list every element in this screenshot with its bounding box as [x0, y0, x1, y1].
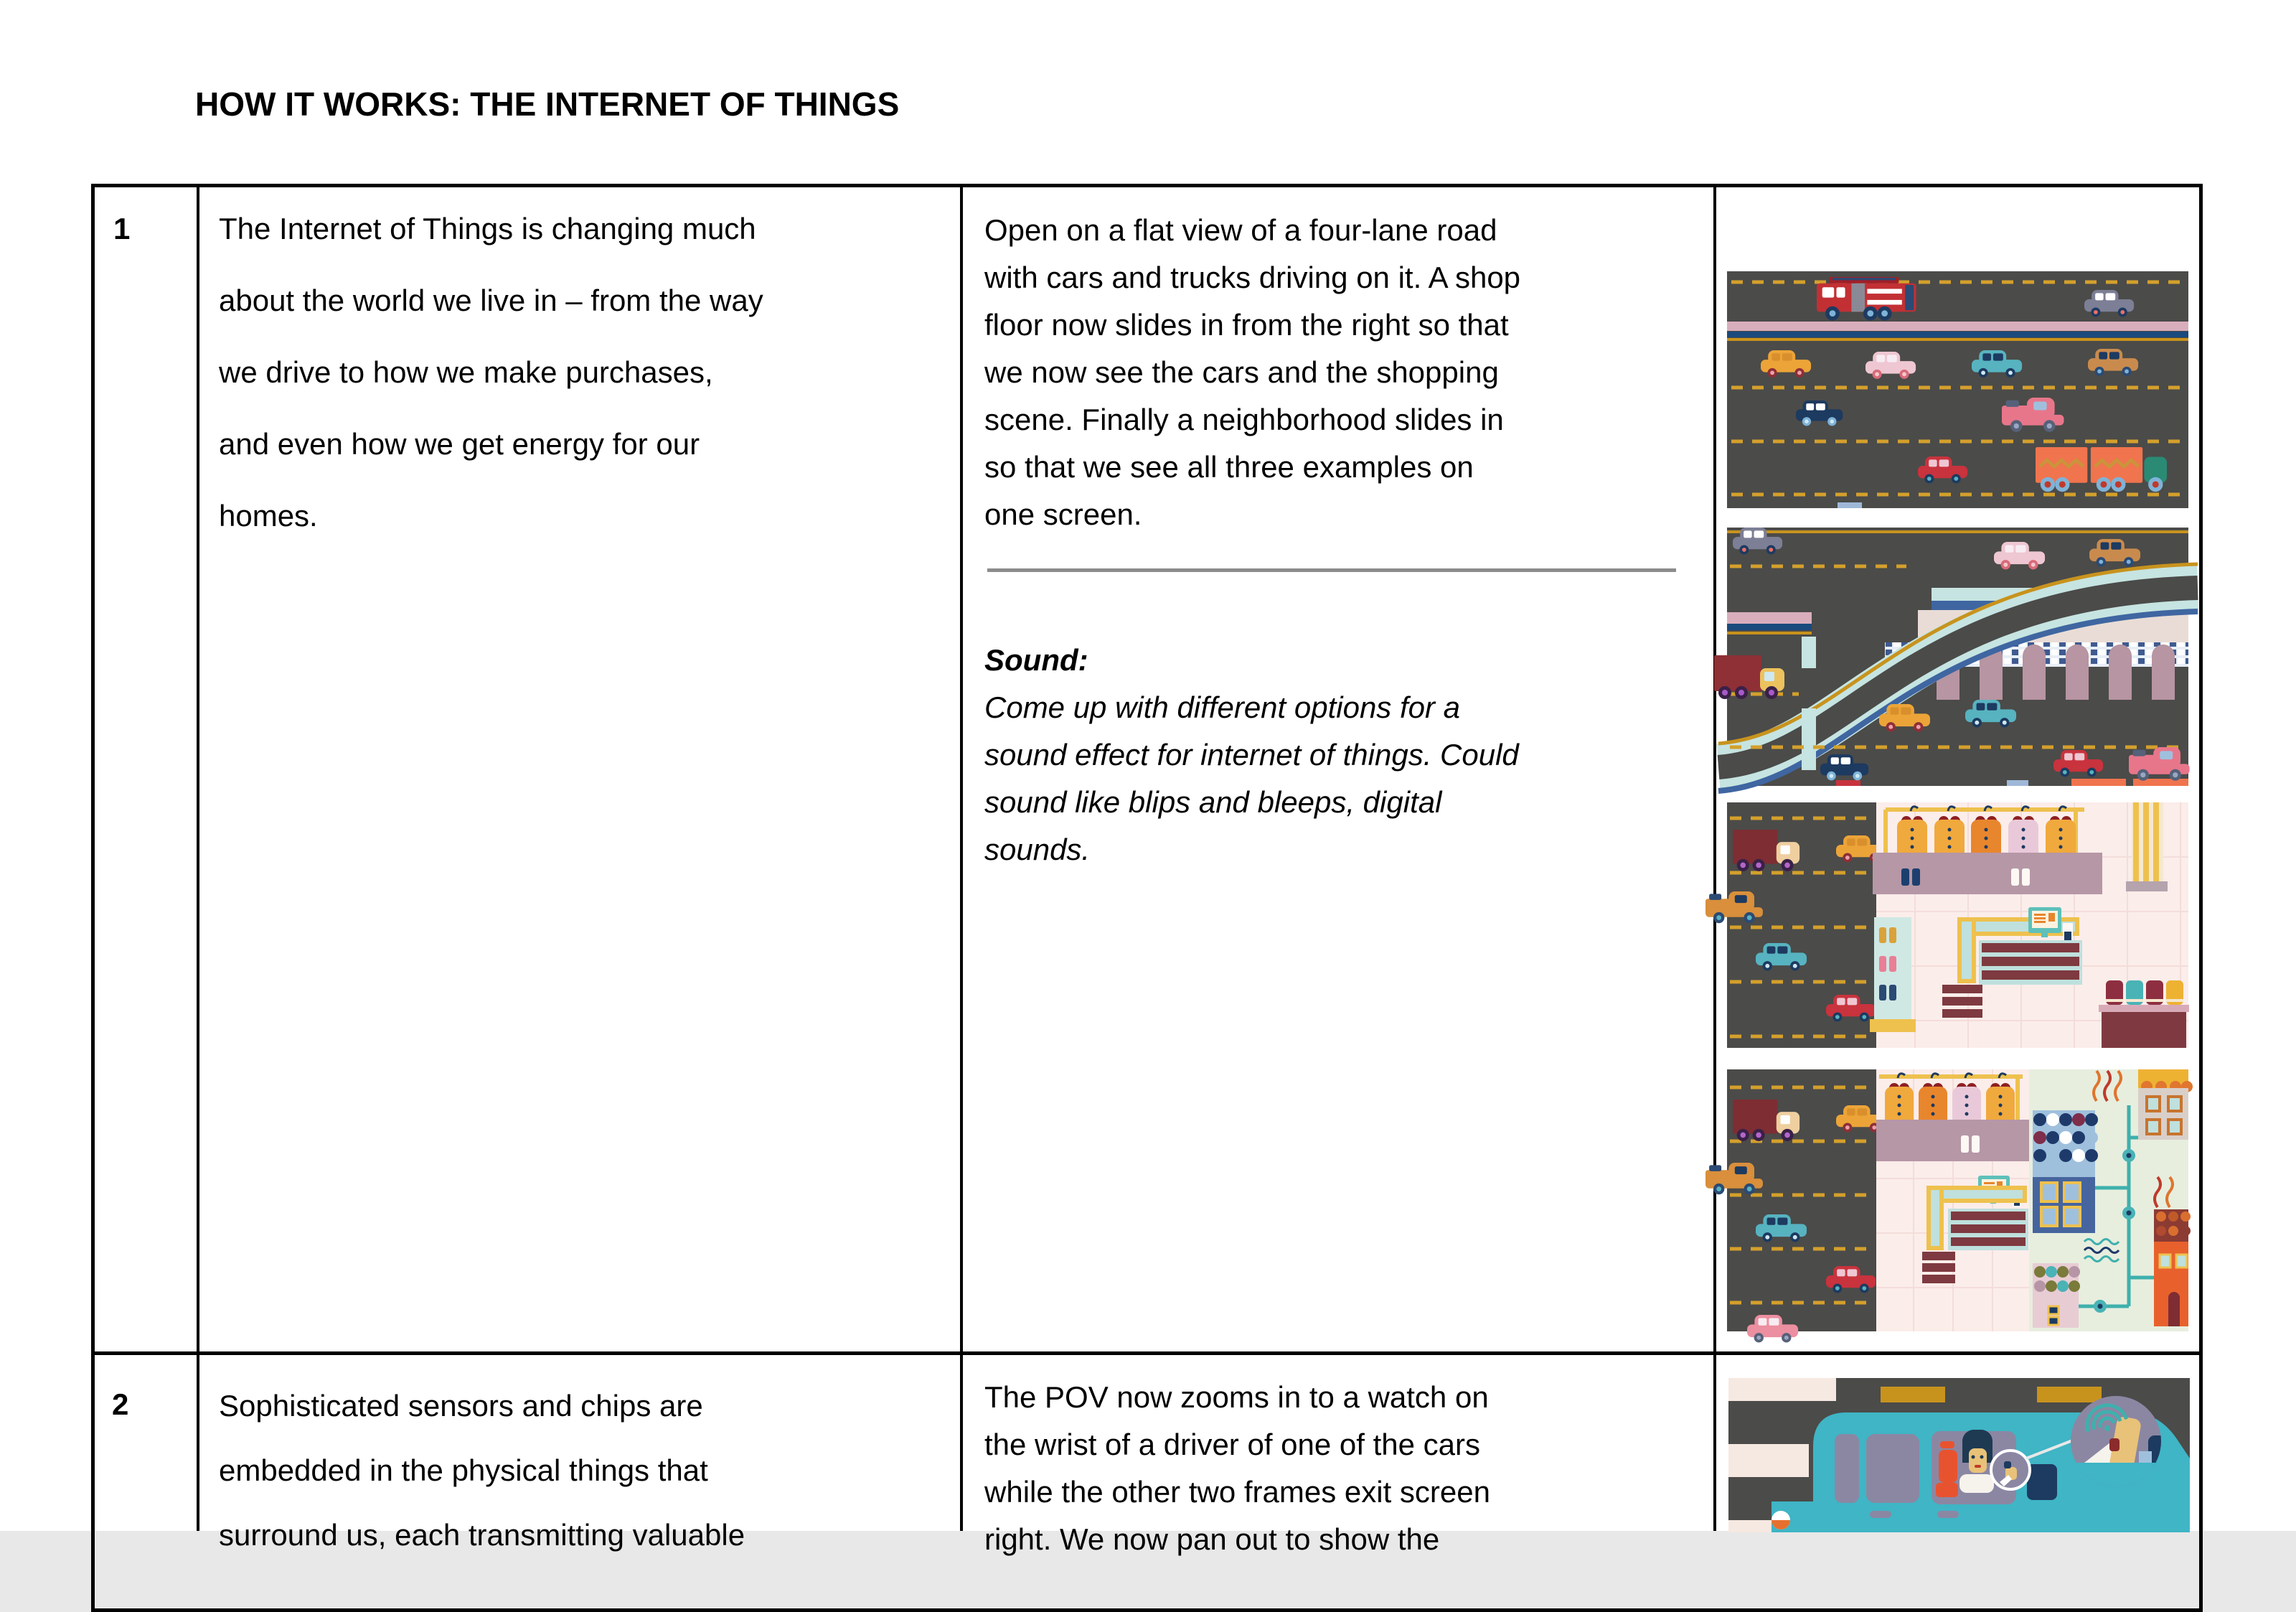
neighborhood [2029, 1069, 2193, 1331]
script-line: embedded in the physical things that [219, 1453, 708, 1487]
script-cell-row2 [219, 1391, 745, 1585]
column-divider-1 [197, 184, 199, 1531]
clothing-rack [1873, 807, 2102, 894]
house-pink [2033, 1263, 2080, 1328]
sound-heading: Sound: [984, 643, 1088, 677]
storyboard-frame-road [1727, 271, 2188, 508]
row-number: 1 [113, 212, 131, 245]
row-divider [91, 1351, 2203, 1355]
storyboard-frame-overpass [1727, 528, 2188, 786]
script-line: and even how we get energy for our [219, 427, 700, 461]
direction-line: with cars and trucks driving on it. A shop [984, 261, 1521, 294]
direction-line: right. We now pan out to show the [984, 1522, 1440, 1556]
storyboard-frame-neighborhood [1727, 1069, 2188, 1331]
direction-line: one screen. [984, 497, 1142, 531]
direction-line: the wrist of a driver of one of the cars [984, 1428, 1480, 1461]
house-blue [2033, 1110, 2098, 1233]
house-beige [2138, 1069, 2193, 1140]
column-divider-2 [960, 184, 963, 1531]
computer-monitor [2028, 907, 2061, 937]
page-title: HOW IT WORKS: THE INTERNET OF THINGS [195, 85, 900, 123]
sound-line: sound effect for internet of things. Could [984, 738, 1519, 772]
direction-cell-row1 [984, 215, 1520, 547]
storyboard-frame-watch [1728, 1378, 2190, 1532]
shoe-shelf [1870, 917, 1916, 1032]
shop-interior-small [1876, 1069, 2032, 1331]
sound-line: sound like blips and bleeps, digital [984, 785, 1442, 819]
direction-line: so that we see all three examples on [984, 450, 1474, 484]
script-line: about the world we live in – from the way [219, 283, 763, 317]
direction-line: scene. Finally a neighborhood slides in [984, 403, 1504, 436]
sound-line: Come up with different options for a [984, 690, 1461, 724]
shop-interior [1870, 802, 2189, 1048]
direction-line: while the other two frames exit screen [984, 1475, 1490, 1509]
script-line: Sophisticated sensors and chips are [219, 1389, 703, 1423]
storyboard-frame-shop [1727, 802, 2188, 1048]
script-line: homes. [219, 499, 318, 533]
direction-line: floor now slides in from the right so that [984, 308, 1509, 342]
sound-cell-row1 [984, 645, 1519, 882]
pillar-column [2126, 802, 2168, 891]
direction-cell-row2 [984, 1382, 1490, 1572]
magnifier-small [1991, 1451, 2030, 1489]
section-divider [987, 568, 1676, 572]
row-number: 2 [112, 1387, 129, 1421]
column-divider-3 [1713, 184, 1716, 1531]
script-line: we drive to how we make purchases, [219, 355, 713, 389]
script-cell-row1 [219, 214, 763, 573]
direction-line: Open on a flat view of a four-lane road [984, 213, 1497, 247]
direction-line: The POV now zooms in to a watch on [984, 1380, 1489, 1414]
direction-line: we now see the cars and the shopping [984, 355, 1499, 389]
house-orange [2154, 1209, 2191, 1326]
sound-line: sounds. [984, 833, 1091, 866]
script-line: The Internet of Things is changing much [219, 212, 756, 245]
script-line: surround us, each transmitting valuable [219, 1518, 745, 1552]
